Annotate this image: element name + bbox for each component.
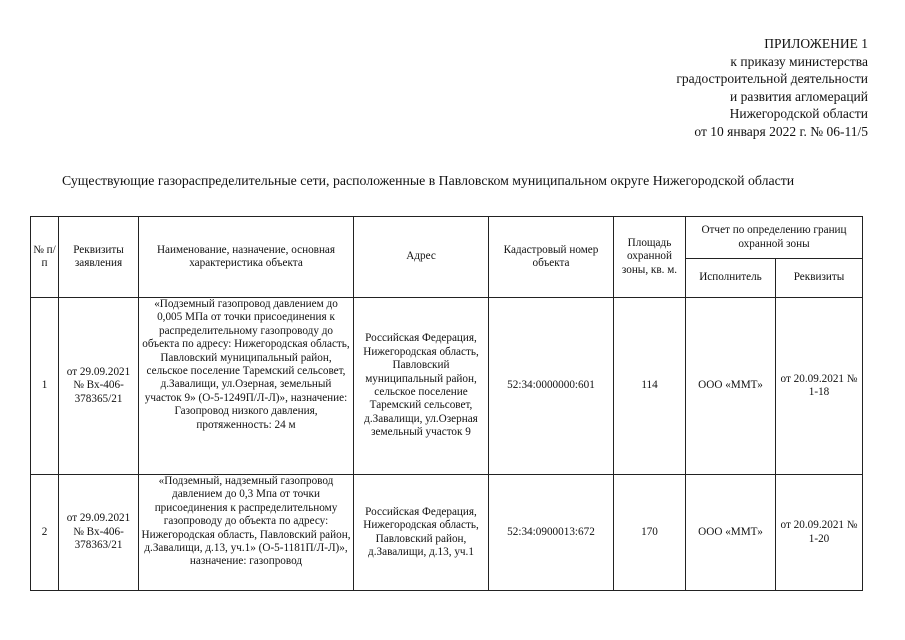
col-header-name: Наименование, назначение, основная характеристика объекта [139, 217, 354, 298]
appendix-line: градостроительной деятельности [676, 71, 868, 86]
cell-report-requisites: от 20.09.2021 № 1-18 [776, 298, 863, 475]
appendix-header [676, 35, 868, 140]
table-header-row [31, 217, 863, 259]
table-row [31, 475, 863, 591]
cell-object-name: «Подземный газопровод давлением до 0,005 МПа от точки присоединения к распределительному газопроводу до объекта по адресу: Нижегородская область, Павловский муниципальный район, сельское поселение Таремский сельсовет, д.Завалищи, ул.Озерная, земельный участок 9» (О-5-1249П/Л-Л)», назначение: Газопровод низкого давления, протяженность: 24 м [139, 298, 354, 475]
table-row [31, 298, 863, 475]
cell-executor: ООО «ММТ» [686, 475, 776, 591]
col-header-report-requisites: Реквизиты [776, 259, 863, 298]
appendix-order-ref: от 10 января 2022 г. № 06-11/5 [694, 123, 868, 139]
appendix-line: к приказу министерства [730, 53, 868, 69]
cell-address: Российская Федерация, Нижегородская область, Павловский район, д.Завалищи, д.13, уч.1 [354, 475, 489, 591]
cell-request: от 29.09.2021 № Вх-406-378363/21 [59, 475, 139, 591]
cell-object-name: «Подземный, надземный газопровод давлением до 0,3 Мпа от точки присоединения к распределительному газопроводу до объекта по адресу: Нижегородская область, Павловский район, д.Завалищи, д.13, уч.1» (О-5-1181П/Л-Л)», назначение: газопровод [139, 475, 354, 591]
cell-cadastral: 52:34:0900013:672 [489, 475, 614, 591]
col-header-report-group: Отчет по определению границ охранной зоны [686, 217, 863, 259]
cell-executor: ООО «ММТ» [686, 298, 776, 475]
col-header-address: Адрес [354, 217, 489, 298]
col-header-request: Реквизиты заявления [59, 217, 139, 298]
gas-network-table [30, 216, 863, 591]
cell-report-requisites: от 20.09.2021 № 1-20 [776, 475, 863, 591]
appendix-line: Нижегородской области [729, 106, 868, 121]
cell-address: Российская Федерация, Нижегородская область, Павловский муниципальный район, сельское поселение Таремский сельсовет, д.Завалищи, ул.Озерная земельный участок 9 [354, 298, 489, 475]
col-header-cadastral: Кадастровый номер объекта [489, 217, 614, 298]
appendix-title: ПРИЛОЖЕНИЕ 1 [764, 36, 868, 51]
col-header-area: Площадь охранной зоны, кв. м. [614, 217, 686, 298]
cell-area: 114 [614, 298, 686, 475]
cell-num: 1 [31, 298, 59, 475]
col-header-executor: Исполнитель [686, 259, 776, 298]
cell-cadastral: 52:34:0000000:601 [489, 298, 614, 475]
col-header-num: № п/п [31, 217, 59, 298]
document-title: Существующие газораспределительные сети, расположенные в Павловском муниципальном округе Нижегородской области [62, 173, 795, 188]
cell-request: от 29.09.2021 № Вх-406-378365/21 [59, 298, 139, 475]
appendix-line: и развития агломераций [729, 88, 868, 104]
cell-area: 170 [614, 475, 686, 591]
cell-num: 2 [31, 475, 59, 591]
